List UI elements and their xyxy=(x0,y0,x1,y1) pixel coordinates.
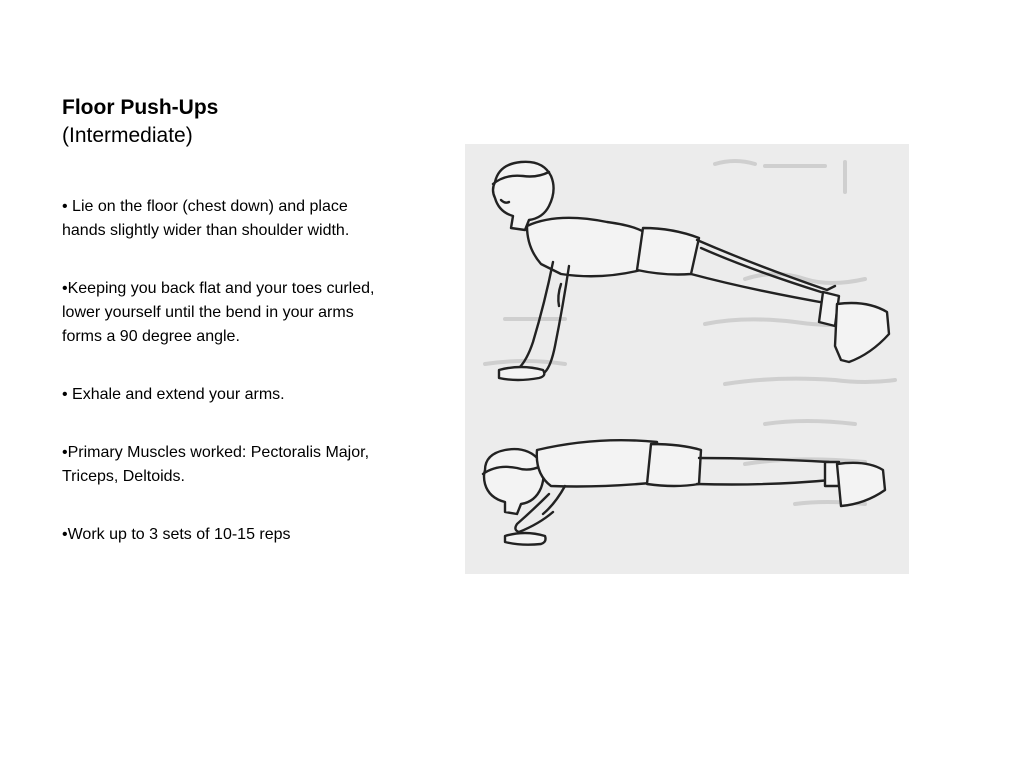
figure-arms-bent xyxy=(483,440,885,544)
instruction-item: • Lie on the floor (chest down) and place hands slightly wider than shoulder width. xyxy=(62,198,350,239)
instruction-item: •Primary Muscles worked: Pectoralis Major, Triceps, Deltoids. xyxy=(62,444,370,485)
slide-subtitle: (Intermediate) xyxy=(62,124,193,147)
instruction-item: • Exhale and extend your arms. xyxy=(62,386,285,403)
instruction-list xyxy=(62,195,392,581)
push-up-illustration-icon xyxy=(465,144,909,574)
instruction-item: •Keeping you back flat and your toes curled, lower yourself until the bend in your arms forms a 90 degree angle. xyxy=(62,280,375,345)
title-block xyxy=(62,94,392,150)
push-up-illustration xyxy=(465,144,909,574)
figure-arms-extended xyxy=(493,162,889,380)
slide-title: Floor Push-Ups xyxy=(62,96,219,119)
instruction-item: •Work up to 3 sets of 10-15 reps xyxy=(62,526,291,543)
